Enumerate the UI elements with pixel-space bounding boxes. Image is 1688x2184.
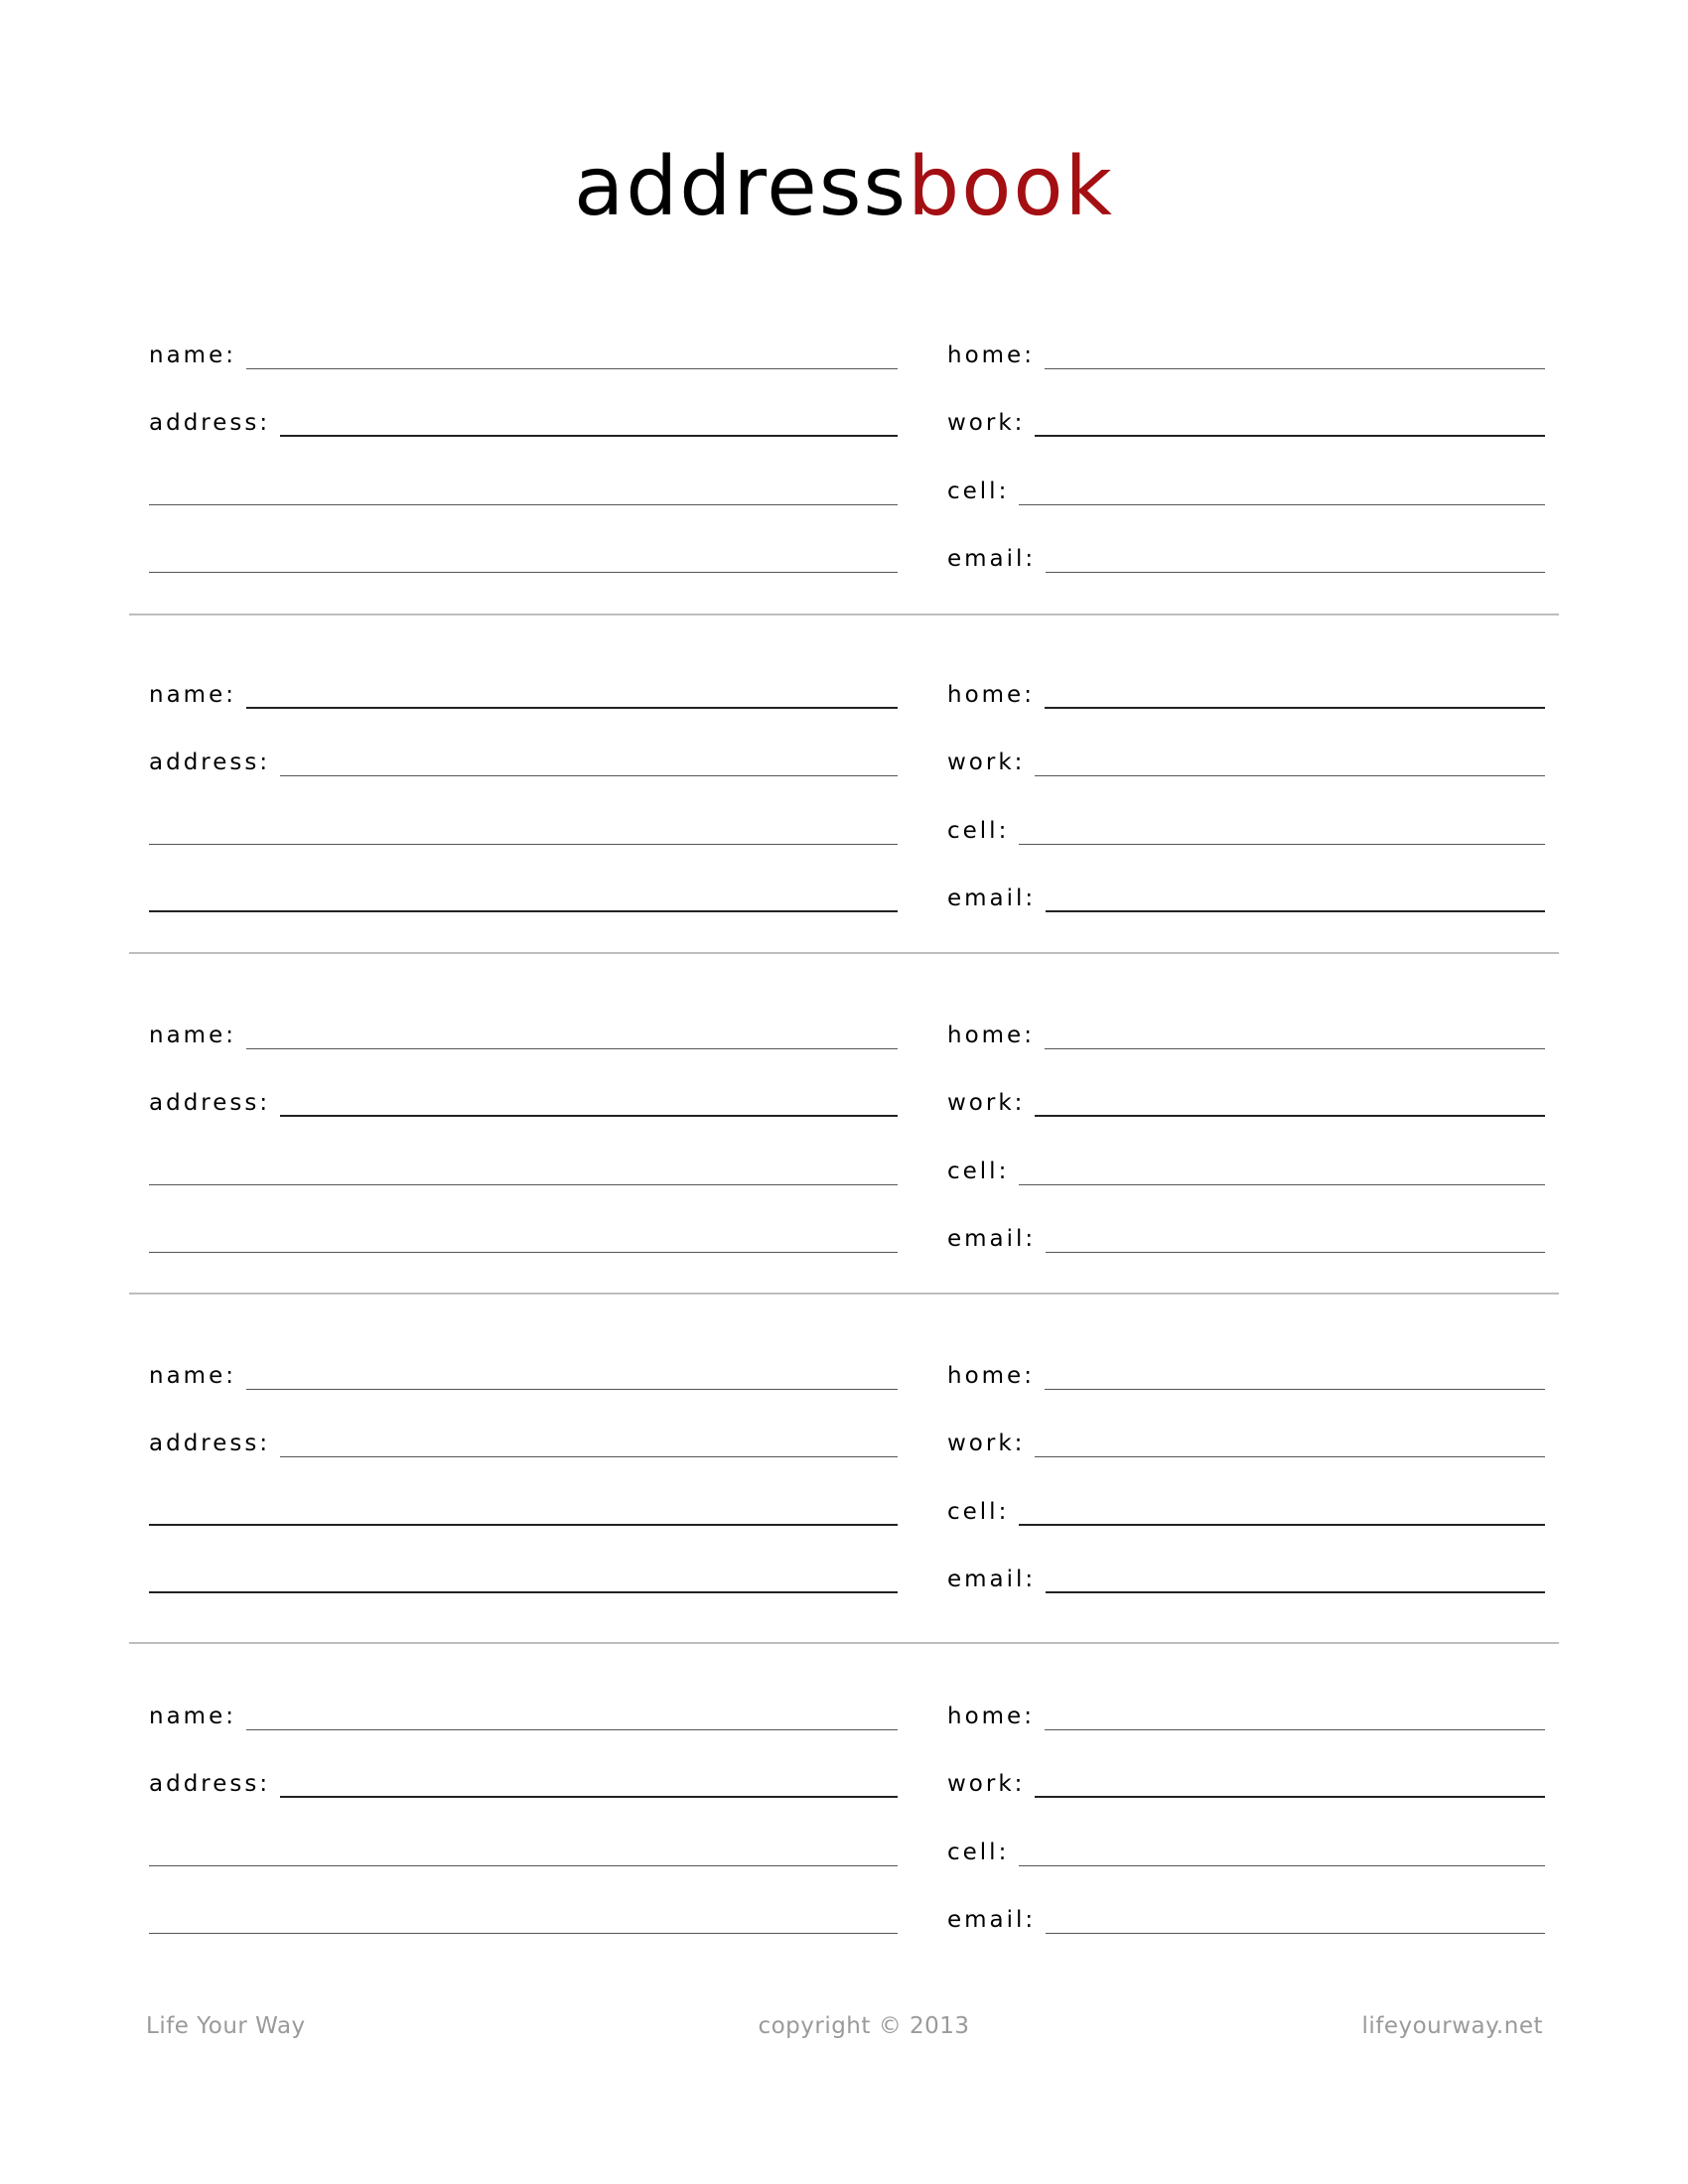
name-label: name: — [149, 1363, 236, 1389]
address-entry — [0, 1691, 1688, 1933]
name-label: name: — [149, 682, 236, 708]
cell-phone-field[interactable] — [1019, 1524, 1545, 1526]
address-line-3 — [149, 533, 898, 573]
cell-label: cell: — [947, 1840, 1010, 1865]
email-row — [947, 533, 1545, 573]
address-entry — [0, 669, 1688, 911]
work-label: work: — [947, 750, 1026, 775]
entry-divider — [129, 614, 1559, 615]
address-field-line-2[interactable] — [149, 1184, 898, 1185]
address-field[interactable] — [280, 435, 898, 437]
cell-row — [947, 1827, 1545, 1866]
name-field[interactable] — [246, 368, 898, 369]
entry-divider — [129, 952, 1559, 954]
work-label: work: — [947, 1090, 1026, 1116]
email-row — [947, 1894, 1545, 1934]
address-row — [149, 1077, 898, 1117]
email-label: email: — [947, 886, 1037, 911]
address-field[interactable] — [280, 775, 898, 776]
cell-phone-field[interactable] — [1019, 504, 1545, 505]
address-field[interactable] — [280, 1456, 898, 1457]
address-field-line-2[interactable] — [149, 504, 898, 505]
address-line-2 — [149, 466, 898, 505]
home-label: home: — [947, 342, 1035, 368]
cell-label: cell: — [947, 818, 1010, 844]
work-phone-field[interactable] — [1035, 1796, 1545, 1798]
email-field[interactable] — [1046, 1591, 1545, 1593]
home-row — [947, 1691, 1545, 1730]
email-field[interactable] — [1046, 1933, 1545, 1934]
work-phone-field[interactable] — [1035, 435, 1545, 437]
name-label: name: — [149, 342, 236, 368]
address-line-2 — [149, 1146, 898, 1185]
address-field-line-3[interactable] — [149, 572, 898, 573]
cell-row — [947, 1486, 1545, 1526]
work-row — [947, 737, 1545, 776]
work-label: work: — [947, 410, 1026, 436]
email-field[interactable] — [1046, 910, 1545, 912]
address-row — [149, 397, 898, 437]
home-row — [947, 669, 1545, 709]
address-field-line-3[interactable] — [149, 1252, 898, 1253]
home-label: home: — [947, 1704, 1035, 1729]
name-field[interactable] — [246, 1048, 898, 1049]
work-phone-field[interactable] — [1035, 1456, 1545, 1457]
address-entry — [0, 1350, 1688, 1592]
name-row — [149, 330, 898, 369]
cell-row — [947, 466, 1545, 505]
email-field[interactable] — [1046, 572, 1545, 573]
name-row — [149, 1691, 898, 1730]
name-row — [149, 669, 898, 709]
home-row — [947, 1350, 1545, 1390]
address-line-3 — [149, 1213, 898, 1253]
address-row — [149, 1758, 898, 1798]
address-line-2 — [149, 805, 898, 845]
address-label: address: — [149, 410, 271, 436]
address-line-3 — [149, 873, 898, 912]
name-label: name: — [149, 1023, 236, 1048]
home-phone-field[interactable] — [1045, 1389, 1545, 1390]
address-label: address: — [149, 1090, 271, 1116]
address-line-3 — [149, 1554, 898, 1593]
address-field-line-3[interactable] — [149, 910, 898, 912]
address-label: address: — [149, 1771, 271, 1797]
home-label: home: — [947, 682, 1035, 708]
home-row — [947, 330, 1545, 369]
cell-phone-field[interactable] — [1019, 1184, 1545, 1185]
address-label: address: — [149, 750, 271, 775]
name-row — [149, 1010, 898, 1049]
email-label: email: — [947, 1567, 1037, 1592]
home-phone-field[interactable] — [1045, 1729, 1545, 1730]
email-row — [947, 1554, 1545, 1593]
cell-label: cell: — [947, 478, 1010, 504]
email-row — [947, 1213, 1545, 1253]
name-field[interactable] — [246, 1389, 898, 1390]
home-phone-field[interactable] — [1045, 368, 1545, 369]
work-phone-field[interactable] — [1035, 1115, 1545, 1117]
cell-row — [947, 1146, 1545, 1185]
address-row — [149, 737, 898, 776]
email-label: email: — [947, 1907, 1037, 1933]
address-field-line-2[interactable] — [149, 1865, 898, 1866]
address-field[interactable] — [280, 1115, 898, 1117]
home-phone-field[interactable] — [1045, 1048, 1545, 1049]
work-label: work: — [947, 1771, 1026, 1797]
home-label: home: — [947, 1023, 1035, 1048]
entry-divider — [129, 1642, 1559, 1644]
work-label: work: — [947, 1431, 1026, 1456]
work-row — [947, 1418, 1545, 1457]
address-row — [149, 1418, 898, 1457]
address-entry — [0, 1010, 1688, 1252]
name-field[interactable] — [246, 707, 898, 709]
address-field-line-3[interactable] — [149, 1933, 898, 1934]
home-phone-field[interactable] — [1045, 707, 1545, 709]
name-field[interactable] — [246, 1729, 898, 1730]
work-phone-field[interactable] — [1035, 775, 1545, 776]
work-row — [947, 1077, 1545, 1117]
email-field[interactable] — [1046, 1252, 1545, 1253]
page-title — [0, 140, 1688, 234]
address-field-line-2[interactable] — [149, 844, 898, 845]
title-part-address: address — [573, 140, 909, 234]
address-label: address: — [149, 1431, 271, 1456]
address-line-2 — [149, 1486, 898, 1526]
address-line-3 — [149, 1894, 898, 1934]
name-row — [149, 1350, 898, 1390]
title-part-book: book — [908, 140, 1115, 234]
entry-divider — [129, 1293, 1559, 1295]
name-label: name: — [149, 1704, 236, 1729]
footer-website: lifeyourway.net — [1361, 2013, 1543, 2039]
cell-phone-field[interactable] — [1019, 844, 1545, 845]
home-row — [947, 1010, 1545, 1049]
cell-phone-field[interactable] — [1019, 1865, 1545, 1866]
email-row — [947, 873, 1545, 912]
address-field-line-3[interactable] — [149, 1591, 898, 1593]
address-field[interactable] — [280, 1796, 898, 1798]
home-label: home: — [947, 1363, 1035, 1389]
footer-brand: Life Your Way — [146, 2013, 306, 2039]
email-label: email: — [947, 546, 1037, 572]
work-row — [947, 397, 1545, 437]
cell-row — [947, 805, 1545, 845]
address-line-2 — [149, 1827, 898, 1866]
footer-copyright: copyright © 2013 — [758, 2013, 970, 2039]
address-entry — [0, 330, 1688, 572]
address-field-line-2[interactable] — [149, 1524, 898, 1526]
email-label: email: — [947, 1226, 1037, 1252]
work-row — [947, 1758, 1545, 1798]
cell-label: cell: — [947, 1159, 1010, 1184]
cell-label: cell: — [947, 1499, 1010, 1525]
